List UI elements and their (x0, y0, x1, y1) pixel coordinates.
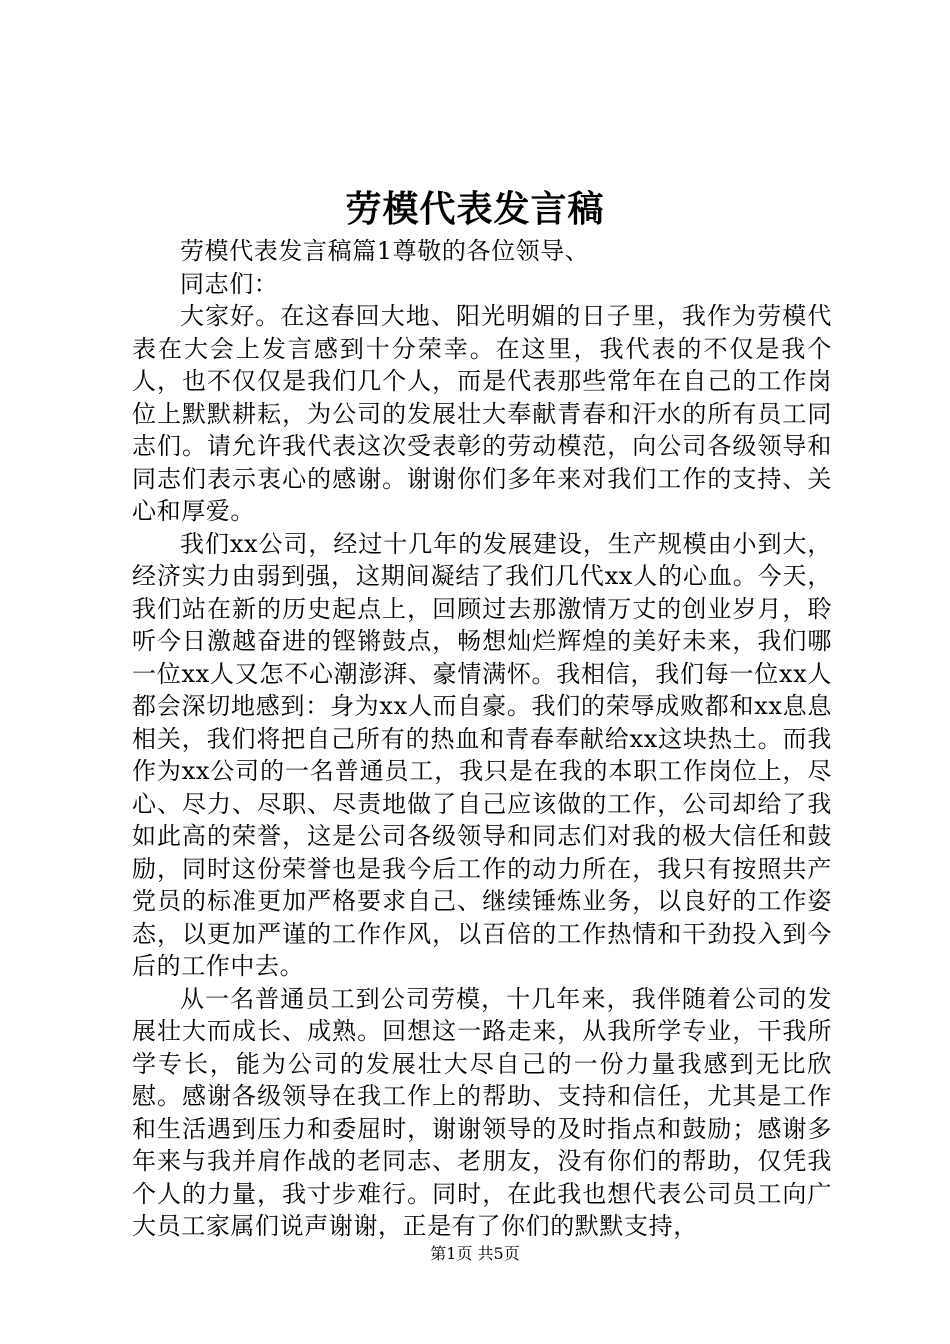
document-title: 劳模代表发言稿 (345, 188, 605, 230)
paragraph-growth: 从一名普通员工到公司劳模，十几年来，我伴随着公司的发展壮大而成长、成熟。回想这一路走来，从我所学专业，干我所学专长，能为公司的发展壮大尽自己的一份力量我感到无比欣慰。感谢各级领导在我工作上的帮助、支持和信任，尤其是工作和生活遇到压力和委屈时，谢谢领导的及时指点和鼓励；感谢多年来与我并肩作战的老同志、老朋友，没有你们的帮助，仅凭我个人的力量，我寸步难行。同时，在此我也想代表公司员工向广大员工家属们说声谢谢，正是有了你们的默默支持， (132, 984, 832, 1240)
paragraph-company: 我们xx公司，经过十几年的发展建设，生产规模由小到大，经济实力由弱到强，这期间凝结了我们几代xx人的心血。今天，我们站在新的历史起点上，回顾过去那激情万丈的创业岁月，聆听今日激越奋进的铿锵鼓点，畅想灿烂辉煌的美好未来，我们哪一位xx人又怎不心潮澎湃、豪情满怀。我相信，我们每一位xx人都会深切地感到：身为xx人而自豪。我们的荣辱成败都和xx息息相关，我们将把自己所有的热血和青春奉献给xx这块热土。而我作为xx公司的一名普通员工，我只是在我的本职工作岗位上，尽心、尽力、尽职、尽责地做了自己应该做的工作，公司却给了我如此高的荣誉，这是公司各级领导和同志们对我的极大信任和鼓励，同时这份荣誉也是我今后工作的动力所在，我只有按照共产党员的标准更加严格要求自己、继续锤炼业务，以良好的工作姿态，以更加严谨的工作作风，以百倍的工作热情和干劲投入到今后的工作中去。 (132, 529, 832, 980)
paragraph-salutation: 同志们： (180, 269, 279, 298)
page-footer: 第1页 共5页 (430, 1244, 520, 1263)
document-body (132, 235, 832, 1243)
paragraph-heading-line: 劳模代表发言稿篇1尊敬的各位领导、 (180, 237, 590, 265)
paragraph-greeting: 大家好。在这春回大地、阳光明媚的日子里，我作为劳模代表在大会上发言感到十分荣幸。在这里，我代表的不仅是我个人，也不仅仅是我们几个人，而是代表那些常年在自己的工作岗位上默默耕耘，为公司的发展壮大奉献青春和汗水的所有员工同志们。请允许我代表这次受表彰的劳动模范，向公司各级领导和同志们表示衷心的感谢。谢谢你们多年来对我们工作的支持、关心和厚爱。 (132, 302, 832, 525)
